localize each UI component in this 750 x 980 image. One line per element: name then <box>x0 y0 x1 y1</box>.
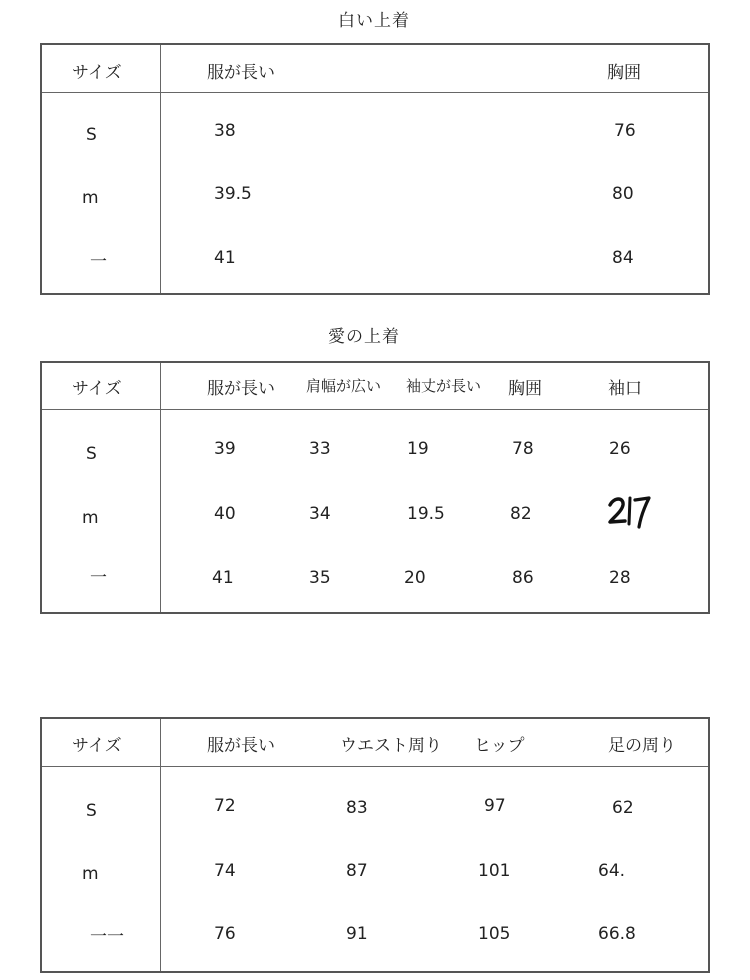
table2-row3-sleeve: 20 <box>404 568 426 588</box>
table3-header-length: 服が長い <box>207 736 275 756</box>
table3-row2-waist: 87 <box>346 861 368 881</box>
table3-row3-leg: 66.8 <box>598 924 636 944</box>
table1-row2-length: 39.5 <box>214 184 252 204</box>
table3-header-leg: 足の周り <box>608 736 676 756</box>
table3-row2-leg: 64. <box>598 861 626 881</box>
table2-row3-cuff: 28 <box>609 568 631 588</box>
table1-row3-length: 41 <box>214 248 236 268</box>
table2-row1-sleeve: 19 <box>407 439 429 459</box>
table1 <box>40 43 710 295</box>
table3-size-divider <box>160 719 161 971</box>
table1-row1-length: 38 <box>214 121 236 141</box>
table1-row2-chest: 80 <box>612 184 634 204</box>
table2-row3-shoulder: 35 <box>309 568 331 588</box>
table2-row1-cuff: 26 <box>609 439 631 459</box>
table1-size-divider <box>160 45 161 293</box>
table3-row1-size: S <box>86 801 97 821</box>
table1-title: 白い上着 <box>338 11 410 31</box>
table2-header-length: 服が長い <box>207 379 275 399</box>
table2-row2-length: 40 <box>214 504 236 524</box>
table3-row2-hip: 101 <box>478 861 511 881</box>
table1-header-divider <box>42 92 708 93</box>
table1-header-length: 服が長い <box>207 63 275 83</box>
table3-row1-leg: 62 <box>612 798 634 818</box>
table2-row2-size: m <box>82 508 99 528</box>
table2-row3-length: 41 <box>212 568 234 588</box>
table3-row1-hip: 97 <box>484 796 506 816</box>
table3-row3-size: 一一 <box>90 927 124 947</box>
table3-row3-waist: 91 <box>346 924 368 944</box>
table3-header-hip: ヒップ <box>474 736 525 756</box>
table3-header-divider <box>42 766 708 767</box>
table2-header-cuff: 袖口 <box>608 379 642 399</box>
table1-header-size: サイズ <box>72 63 122 83</box>
table3-row1-waist: 83 <box>346 798 368 818</box>
table1-row3-size: 一 <box>90 252 107 272</box>
table2-header-size: サイズ <box>72 379 122 399</box>
table3 <box>40 717 710 973</box>
table2-row1-chest: 78 <box>512 439 534 459</box>
table2-row3-chest: 86 <box>512 568 534 588</box>
table2-header-sleeve: 袖丈が長い <box>406 377 482 395</box>
table3-header-waist: ウエスト周り <box>340 736 442 756</box>
table3-row3-hip: 105 <box>478 924 511 944</box>
table2-header-shoulder: 肩幅が広い <box>306 377 382 395</box>
table2-size-divider <box>160 363 161 612</box>
table2-row3-size: 一 <box>90 568 107 588</box>
table2-row2-cuff-handwritten <box>604 491 656 531</box>
table3-row2-size: m <box>82 864 99 884</box>
table3-row1-length: 72 <box>214 796 236 816</box>
table2-title: 愛の上着 <box>328 327 400 347</box>
table2-row1-length: 39 <box>214 439 236 459</box>
table3-header-size: サイズ <box>72 736 122 756</box>
table2-row2-chest: 82 <box>510 504 532 524</box>
table3-row3-length: 76 <box>214 924 236 944</box>
table1-row1-chest: 76 <box>614 121 636 141</box>
table2-row1-size: S <box>86 444 97 464</box>
table1-row3-chest: 84 <box>612 248 634 268</box>
table2 <box>40 361 710 614</box>
table1-row1-size: S <box>86 125 97 145</box>
table2-row1-shoulder: 33 <box>309 439 331 459</box>
table2-header-chest: 胸囲 <box>508 379 542 399</box>
table2-header-divider <box>42 409 708 410</box>
table1-row2-size: m <box>82 188 99 208</box>
table1-header-chest: 胸囲 <box>607 63 641 83</box>
table2-row2-shoulder: 34 <box>309 504 331 524</box>
table2-row2-sleeve: 19.5 <box>407 504 445 524</box>
table3-row2-length: 74 <box>214 861 236 881</box>
